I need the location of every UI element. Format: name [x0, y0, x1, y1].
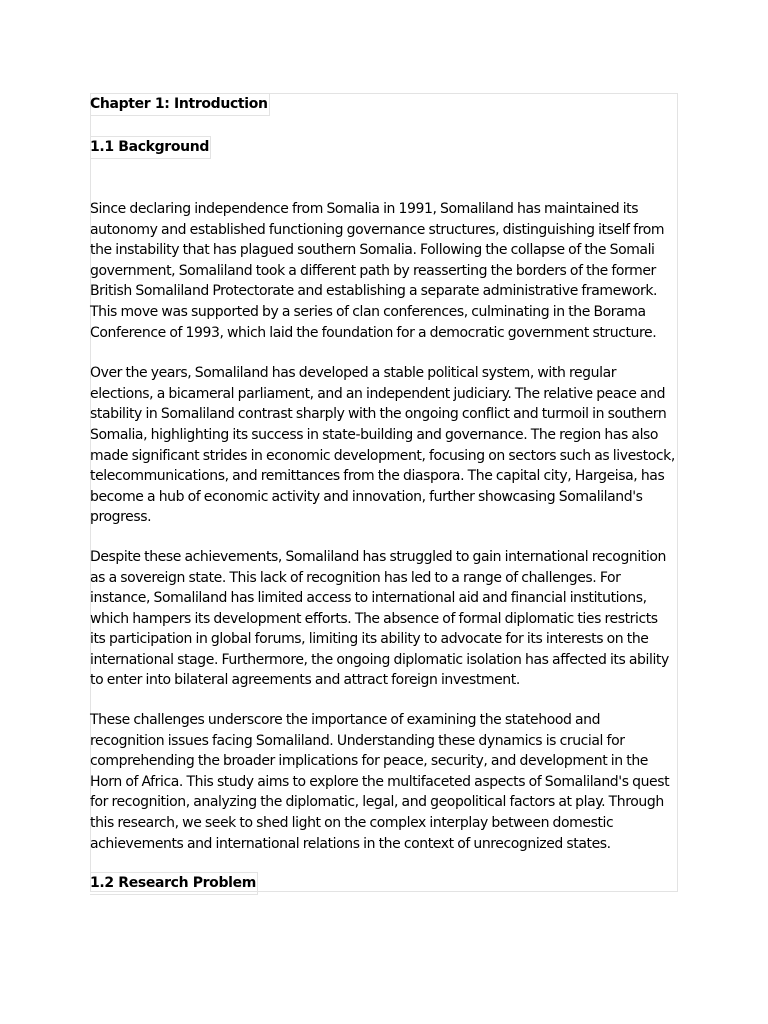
text-line: stability in Somaliland contrast sharply with the ongoing conflict and turmoil in southern [90, 406, 667, 423]
text-line: made significant strides in economic development, focusing on sectors such as livestock, [90, 447, 675, 464]
text-line: become a hub of economic activity and innovation, further showcasing Somaliland's [90, 488, 643, 505]
text-line: British Somaliland Protectorate and establishing a separate administrative framework. [90, 283, 658, 300]
text-line: These challenges underscore the importance of examining the statehood and [90, 712, 601, 729]
text-line: its participation in global forums, limiting its ability to advocate for its interests on the [90, 631, 649, 648]
text-line: instance, Somaliland has limited access to international aid and financial institutions, [90, 590, 647, 607]
chapter-title: Chapter 1: Introduction [90, 93, 270, 116]
text-line: this research, we seek to shed light on the complex interplay between domestic [90, 815, 614, 832]
paragraph [90, 547, 680, 691]
section-heading-background: 1.1 Background [90, 136, 211, 159]
text-line: which hampers its development efforts. The absence of formal diplomatic ties restricts [90, 610, 658, 627]
text-line: achievements and international relations in the context of unrecognized states. [90, 835, 611, 852]
text-line: the instability that has plagued southern Somalia. Following the collapse of the Somali [90, 242, 655, 259]
text-line: Over the years, Somaliland has developed a stable political system, with regular [90, 365, 617, 382]
text-line: comprehending the broader implications for peace, security, and development in the [90, 753, 648, 770]
paragraph [90, 710, 680, 854]
paragraph [90, 199, 680, 343]
paragraph [90, 363, 680, 528]
section-heading-research-problem: 1.2 Research Problem [90, 872, 258, 895]
text-line: Horn of Africa. This study aims to explore the multifaceted aspects of Somaliland's quest [90, 773, 670, 790]
text-line: autonomy and established functioning governance structures, distinguishing itself from [90, 221, 665, 238]
text-line: government, Somaliland took a different path by reasserting the borders of the former [90, 262, 656, 279]
text-line: as a sovereign state. This lack of recognition has led to a range of challenges. For [90, 569, 621, 586]
text-line: to enter into bilateral agreements and attract foreign investment. [90, 672, 520, 689]
document-body [90, 93, 680, 895]
text-line: Somalia, highlighting its success in state-building and governance. The region has also [90, 426, 659, 443]
text-line: telecommunications, and remittances from the diaspora. The capital city, Hargeisa, has [90, 468, 665, 485]
text-line: Since declaring independence from Somalia in 1991, Somaliland has maintained its [90, 201, 639, 217]
text-line: Despite these achievements, Somaliland has struggled to gain international recognition [90, 548, 666, 565]
text-line: Conference of 1993, which laid the foundation for a democratic government structure. [90, 324, 657, 341]
text-line: This move was supported by a series of clan conferences, culminating in the Borama [90, 303, 646, 320]
text-line: progress. [90, 509, 152, 526]
text-line: international stage. Furthermore, the ongoing diplomatic isolation has affected its ability [90, 651, 669, 668]
text-line: elections, a bicameral parliament, and an independent judiciary. The relative peace and [90, 385, 666, 402]
text-line: for recognition, analyzing the diplomatic, legal, and geopolitical factors at play. Through [90, 794, 664, 811]
text-line: recognition issues facing Somaliland. Understanding these dynamics is crucial for [90, 732, 625, 749]
